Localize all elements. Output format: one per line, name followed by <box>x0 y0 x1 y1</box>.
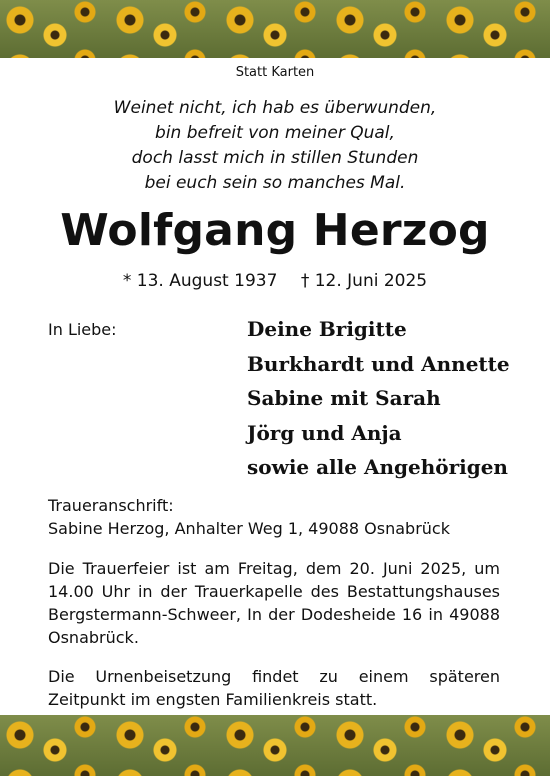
statt-karten-label: Statt Karten <box>235 65 315 80</box>
deceased-name: Wolfgang Herzog <box>60 205 490 256</box>
urn-burial-info: Die Urnenbeisetzung findet zu einem späteren Zeitpunkt im engsten Familienkreis statt. <box>48 667 500 709</box>
address-line: Sabine Herzog, Anhalter Weg 1, 49088 Osnabrück <box>48 519 450 538</box>
poem-line: Weinet nicht, ich hab es überwunden, <box>113 98 437 118</box>
mourners-list <box>247 312 510 485</box>
mourner-name: sowie alle Angehörigen <box>247 455 508 479</box>
mourning-address <box>48 494 500 540</box>
poem-line: bei euch sein so manches Mal. <box>144 173 406 193</box>
death-date: † 12. Juni 2025 <box>300 271 428 291</box>
mourner-name: Jörg und Anja <box>247 420 402 445</box>
sunflower-banner-bottom <box>0 715 550 776</box>
mourner-name: Deine Brigitte <box>247 317 407 341</box>
mourner-name: Sabine mit Sarah <box>247 386 441 410</box>
birth-date: * 13. August 1937 <box>122 271 278 291</box>
poem <box>0 96 550 196</box>
address-label: Traueranschrift: <box>48 496 174 515</box>
ceremony-info: Die Trauerfeier ist am Freitag, dem 20. Juni 2025, um 14.00 Uhr in der Trauerkapelle des Bestattungshauses Bergstermann-Schweer, In der Dodesheide 16 in 49088 Osnabrück. <box>48 559 500 647</box>
sunflower-banner-top <box>0 0 550 58</box>
poem-line: bin befreit von meiner Qual, <box>155 123 395 143</box>
poem-line: doch lasst mich in stillen Stunden <box>131 148 419 168</box>
mourner-name: Burkhardt und Annette <box>247 351 510 376</box>
mourners-label: In Liebe: <box>48 320 117 339</box>
life-dates <box>0 271 550 291</box>
